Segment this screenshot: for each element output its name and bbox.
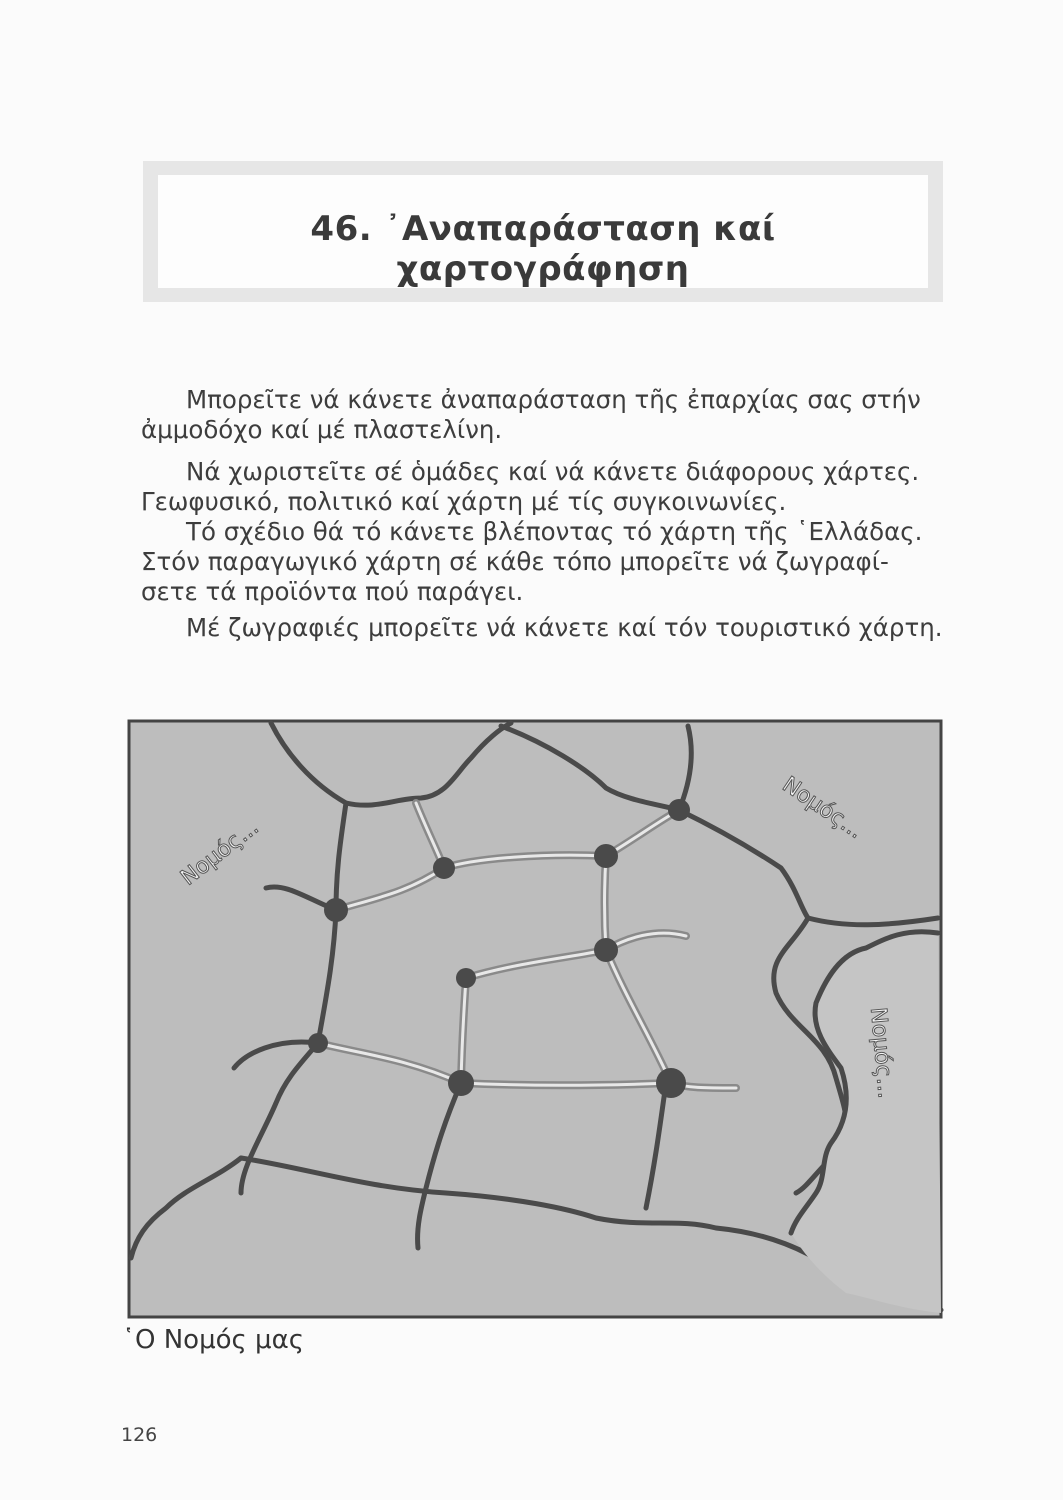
text-line: Μέ ζωγραφιές μπορεῖτε νά κάνετε καί τόν τουριστικό χάρτη. [186,613,943,642]
town-marker [594,844,618,868]
map-illustration [126,718,944,1320]
paragraph-2 [141,457,961,517]
town-marker [656,1068,686,1098]
paragraph-3 [141,517,961,607]
town-marker [594,938,618,962]
text-line: Τό σχέδιο θά τό κάνετε βλέποντας τό χάρτη τῆς ῾Ελλάδας. [186,517,923,546]
town-marker [324,898,348,922]
road [605,856,607,950]
map-label-top-right: Νομός... [777,772,868,845]
town-marker [308,1033,328,1053]
town-marker [433,857,455,879]
town-marker [448,1070,474,1096]
town-marker [668,799,690,821]
page-title: 46. ᾿Αναπαράσταση καί χαρτογράφηση [310,209,776,289]
text-line: Μπορεῖτε νά κάνετε ἀναπαράσταση τῆς ἐπαρχίας σας στήν [186,385,921,414]
map-label-right: Νομός... [865,1006,898,1100]
title-frame [143,161,943,302]
text-line: Νά χωριστεῖτε σέ ὁμάδες καί νά κάνετε διάφορους χάρτες. [186,457,920,486]
map-label-left: Νομός... [176,814,264,891]
town-marker [456,968,476,988]
text-line: Γεωφυσικό, πολιτικό καί χάρτη μέ τίς συγκοινωνίες. [141,487,787,516]
paragraph-4 [141,613,961,643]
prefecture-map [126,718,944,1320]
paragraph-1 [141,385,961,445]
page-number: 126 [121,1424,158,1446]
title-inner-box [158,175,928,288]
text-line: ἀμμοδόχο καί μέ πλαστελίνη. [141,415,503,444]
text-line: Στόν παραγωγικό χάρτη σέ κάθε τόπο μπορεῖτε νά ζωγραφί- [141,547,889,576]
map-caption: ῾Ο Νομός μας [122,1325,304,1355]
text-line: σετε τά προϊόντα πού παράγει. [141,577,524,606]
